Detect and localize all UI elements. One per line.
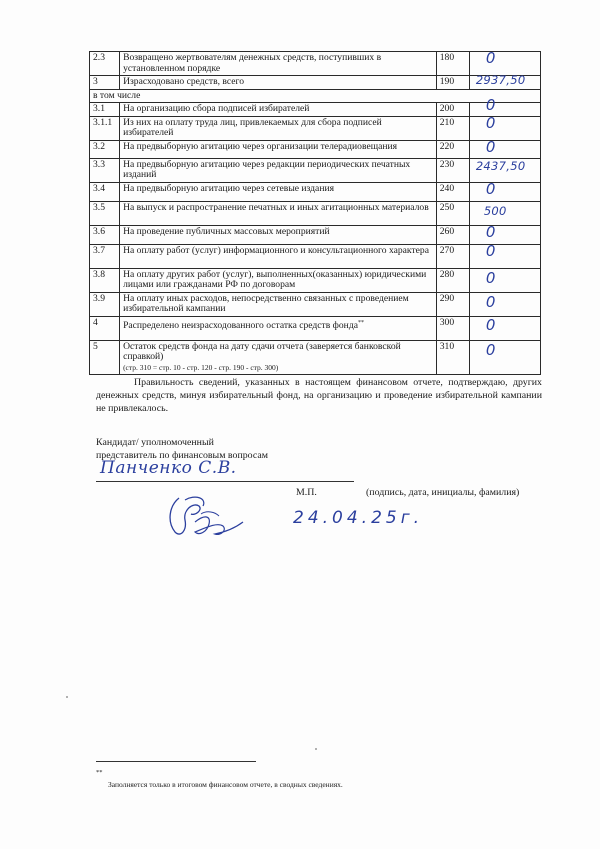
- table-row: [90, 52, 541, 76]
- row-text: На оплату иных расходов, непосредственно связанных с проведением избирательной кампании: [120, 292, 437, 316]
- handwritten-value: 0: [485, 241, 496, 260]
- row-number: 3.4: [90, 182, 120, 201]
- handwritten-value: 0: [485, 222, 496, 241]
- financial-report-table: [89, 51, 541, 375]
- row-code: 180: [436, 52, 469, 76]
- row-text: Возвращено жертвователям денежных средств, поступивших в установленном порядке: [120, 52, 437, 76]
- row-text: Из них на оплату труда лиц, привлекаемых для сбора подписей избирателей: [120, 116, 437, 140]
- row-text: На выпуск и распространение печатных и иных агитационных материалов: [120, 201, 437, 225]
- row-code: 200: [436, 103, 469, 117]
- row-number: 5: [90, 340, 120, 375]
- row-number: 3.9: [90, 292, 120, 316]
- table-row: [90, 244, 541, 268]
- handwritten-value: 0: [485, 340, 496, 359]
- row-number: 3.6: [90, 225, 120, 244]
- handwritten-value: 500: [483, 203, 507, 218]
- stamp-place-label: М.П.: [296, 487, 317, 498]
- including-label: в том числе: [90, 89, 541, 103]
- row-text: На оплату других работ (услуг), выполненных(оказанных) юридическими лицами или гражданами РФ по договорам: [120, 268, 437, 292]
- footnote-mark: **: [96, 769, 103, 776]
- candidate-label-line-1: Кандидат/ уполномоченный: [96, 437, 214, 448]
- handwritten-value: 0: [485, 113, 496, 132]
- scan-dot: [315, 748, 317, 750]
- row-number: 3: [90, 76, 120, 90]
- row-text: На оплату работ (услуг) информационного и консультационного характера: [120, 244, 437, 268]
- row-code: 280: [436, 268, 469, 292]
- row-code: 270: [436, 244, 469, 268]
- handwritten-value: 0: [485, 315, 496, 334]
- row-number: 3.5: [90, 201, 120, 225]
- table-row-including: [90, 89, 541, 103]
- handwritten-value: 0: [485, 292, 496, 311]
- table-row: [90, 116, 541, 140]
- handwritten-value: 0: [485, 179, 496, 198]
- handwritten-value: 0: [485, 268, 496, 287]
- table-row: [90, 201, 541, 225]
- row-text: Остаток средств фонда на дату сдачи отчета (заверяется банковской справкой): [123, 340, 401, 362]
- signature-caption: (подпись, дата, инициалы, фамилия): [366, 487, 520, 498]
- table-row: [90, 316, 541, 340]
- row-formula: (стр. 310 = стр. 10 - стр. 120 - стр. 190 - стр. 300): [123, 362, 279, 372]
- handwritten-value: 0: [485, 96, 496, 114]
- row-text: На организацию сбора подписей избирателей: [120, 103, 437, 117]
- candidate-label-line-2: представитель по финансовым вопросам: [96, 449, 268, 461]
- row-text: На предвыборную агитацию через редакции периодических печатных изданий: [120, 158, 437, 182]
- handwritten-value: 0: [485, 137, 496, 156]
- signature-line: [96, 481, 354, 482]
- handwritten-date: 24.04.25г.: [293, 508, 424, 528]
- row-code: 240: [436, 182, 469, 201]
- row-code: 220: [436, 140, 469, 158]
- row-text: Распределено неизрасходованного остатка средств фонда: [123, 319, 358, 331]
- table-row: [90, 182, 541, 201]
- row-code: 260: [436, 225, 469, 244]
- affirmation-text: Правильность сведений, указанных в настоящем финансовом отчете, подтверждаю, других денежных средств, минуя избирательный фонд, на организацию и проведение избирательной кампании не привлекалось.: [96, 377, 542, 414]
- table-row: [90, 140, 541, 158]
- row-code: 310: [436, 340, 469, 375]
- row-number: 2.3: [90, 52, 120, 76]
- row-code: 230: [436, 158, 469, 182]
- row-text: На проведение публичных массовых мероприятий: [120, 225, 437, 244]
- row-text: На предвыборную агитацию через сетевые издания: [120, 182, 437, 201]
- table-row: [90, 225, 541, 244]
- row-text: Израсходовано средств, всего: [120, 76, 437, 90]
- table-row: [90, 292, 541, 316]
- handwritten-name: Панченко С.В.: [100, 458, 237, 478]
- row-number: 3.2: [90, 140, 120, 158]
- row-code: 250: [436, 201, 469, 225]
- row-number: 3.1: [90, 103, 120, 117]
- scan-dot: [66, 696, 68, 698]
- row-code: 210: [436, 116, 469, 140]
- row-number: 4: [90, 316, 120, 340]
- handwritten-signature: [165, 492, 247, 542]
- row-number: 3.7: [90, 244, 120, 268]
- table-row: [90, 76, 541, 90]
- table-row: [90, 103, 541, 117]
- row-code: 190: [436, 76, 469, 90]
- row-code: 300: [436, 316, 469, 340]
- table-row: [90, 268, 541, 292]
- handwritten-value: 0: [485, 49, 496, 67]
- row-code: 290: [436, 292, 469, 316]
- table-row: [90, 158, 541, 182]
- row-number: 3.8: [90, 268, 120, 292]
- handwritten-value: 2937,50: [475, 73, 526, 87]
- footnote-text: Заполняется только в итоговом финансовом отчете, в сводных сведениях.: [108, 780, 343, 789]
- row-number: 3.1.1: [90, 116, 120, 140]
- footnote-divider: [96, 761, 256, 762]
- row-text: На предвыборную агитацию через организации телерадиовещания: [120, 140, 437, 158]
- handwritten-value: 2437,50: [475, 158, 526, 173]
- table-row: [90, 340, 541, 375]
- row-number: 3.3: [90, 158, 120, 182]
- footnote-marker: **: [357, 319, 364, 326]
